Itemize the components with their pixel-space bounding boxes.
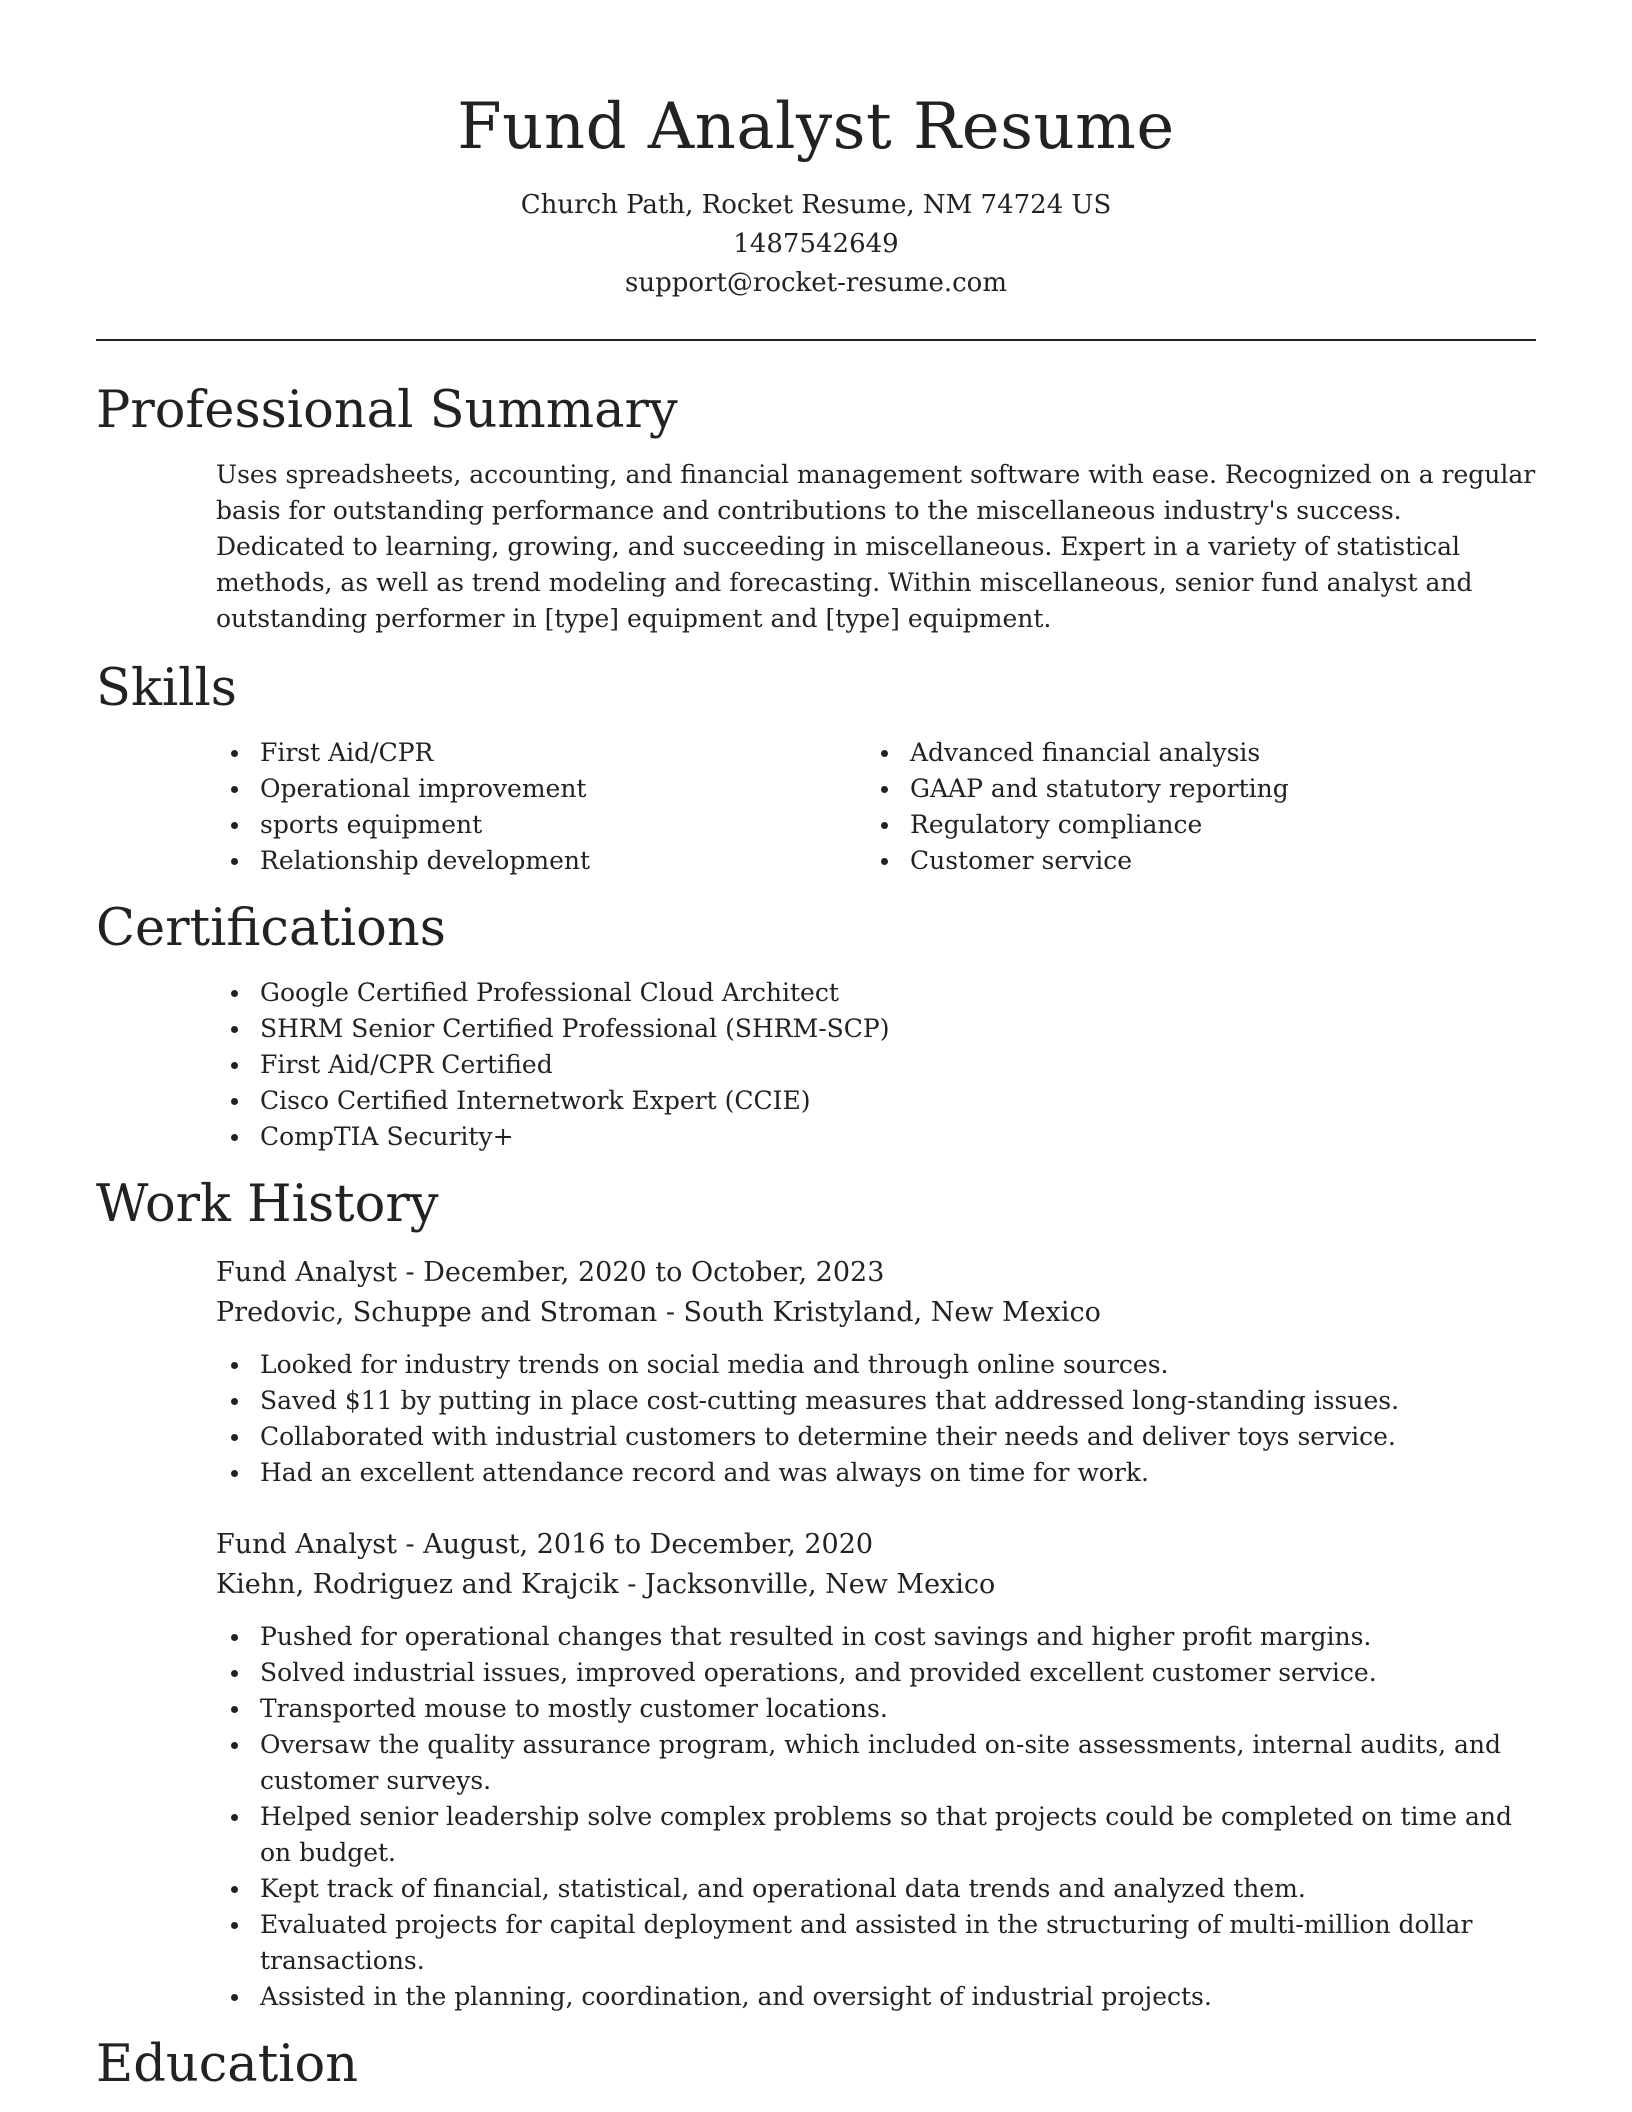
- certifications-list: [216, 975, 1536, 1155]
- job-dates: August, 2016 to December, 2020: [423, 1529, 874, 1560]
- section-heading-education: Education: [96, 2035, 359, 2094]
- job-bullet: Kept track of financial, statistical, and operational data trends and analyzed them.: [216, 1871, 1536, 1907]
- skill-item: sports equipment: [216, 807, 866, 843]
- job-bullet: Pushed for operational changes that resulted in cost savings and higher profit margins.: [216, 1619, 1536, 1655]
- summary-text: Uses spreadsheets, accounting, and financial management software with ease. Recognized on a regular basis for outstanding performance and contributions to the miscellaneous industry's success. Dedicated to learning, growing, and succeeding in miscellaneous. Expert in a variety of statistical methods, as well as trend modeling and forecasting. Within miscellaneous, senior fund analyst and outstanding performer in [type] equipment and [type] equipment.: [216, 460, 1536, 633]
- job-bullet: Evaluated projects for capital deployment and assisted in the structuring of multi-million dollar transactions.: [216, 1907, 1536, 1979]
- contact-email: support@rocket-resume.com: [624, 268, 1007, 298]
- job-dates: December, 2020 to October, 2023: [423, 1257, 885, 1288]
- job-location: South Kristyland, New Mexico: [683, 1297, 1101, 1328]
- skill-item: Operational improvement: [216, 771, 866, 807]
- job-title-line: [216, 1525, 1536, 1565]
- section-heading-certifications: Certifications: [96, 899, 446, 958]
- job-separator: -: [396, 1529, 424, 1560]
- job-separator: -: [396, 1257, 424, 1288]
- section-heading-work-history: Work History: [96, 1175, 439, 1234]
- job-bullet: Had an excellent attendance record and was always on time for work.: [216, 1455, 1536, 1491]
- job-bullet: Saved $11 by putting in place cost-cutting measures that addressed long-standing issues.: [216, 1383, 1536, 1419]
- contact-block: [96, 186, 1536, 303]
- job-bullet: Oversaw the quality assurance program, which included on-site assessments, internal audits, and customer surveys.: [216, 1727, 1536, 1799]
- skill-item: Regulatory compliance: [866, 807, 1516, 843]
- skills-list-left: [216, 735, 866, 879]
- job-separator: -: [657, 1297, 684, 1328]
- job-company-line: [216, 1293, 1536, 1333]
- job-title-line: [216, 1253, 1536, 1293]
- resume-title: Fund Analyst Resume: [457, 90, 1175, 164]
- job-title: Fund Analyst: [216, 1257, 397, 1288]
- job-location: Jacksonville, New Mexico: [644, 1569, 996, 1600]
- job-company: Kiehn, Rodriguez and Krajcik: [216, 1569, 619, 1600]
- header-divider: [96, 339, 1536, 341]
- contact-phone: 1487542649: [733, 229, 899, 259]
- skill-item: First Aid/CPR: [216, 735, 866, 771]
- job-bullet: Transported mouse to mostly customer locations.: [216, 1691, 1536, 1727]
- resume-page: [96, 0, 1536, 2097]
- job-title: Fund Analyst: [216, 1529, 397, 1560]
- certification-item: SHRM Senior Certified Professional (SHRM-SCP): [216, 1011, 1536, 1047]
- skill-item: Customer service: [866, 843, 1516, 879]
- skill-item: Advanced financial analysis: [866, 735, 1516, 771]
- certification-item: First Aid/CPR Certified: [216, 1047, 1536, 1083]
- skills-list-right: [866, 735, 1516, 879]
- certification-item: Cisco Certified Internetwork Expert (CCIE): [216, 1083, 1536, 1119]
- certification-item: Google Certified Professional Cloud Architect: [216, 975, 1536, 1011]
- skills-grid: [216, 735, 1536, 879]
- job-bullets: [216, 1619, 1536, 2015]
- job-bullet: Helped senior leadership solve complex problems so that projects could be completed on time and on budget.: [216, 1799, 1536, 1871]
- section-heading-summary: Professional Summary: [96, 381, 678, 440]
- job-bullet: Solved industrial issues, improved operations, and provided excellent customer service.: [216, 1655, 1536, 1691]
- job-bullet: Looked for industry trends on social media and through online sources.: [216, 1347, 1536, 1383]
- skill-item: Relationship development: [216, 843, 866, 879]
- section-heading-skills: Skills: [96, 659, 237, 718]
- job-separator: -: [618, 1569, 645, 1600]
- job-bullets: [216, 1347, 1536, 1491]
- job-bullet: Collaborated with industrial customers to determine their needs and deliver toys service.: [216, 1419, 1536, 1455]
- job-company-line: [216, 1565, 1536, 1605]
- contact-address: Church Path, Rocket Resume, NM 74724 US: [520, 190, 1112, 220]
- job-company: Predovic, Schuppe and Stroman: [216, 1297, 658, 1328]
- job-entry: [96, 1253, 1536, 1491]
- certification-item: CompTIA Security+: [216, 1119, 1536, 1155]
- job-entry: [96, 1525, 1536, 2015]
- skill-item: GAAP and statutory reporting: [866, 771, 1516, 807]
- job-bullet: Assisted in the planning, coordination, and oversight of industrial projects.: [216, 1979, 1536, 2015]
